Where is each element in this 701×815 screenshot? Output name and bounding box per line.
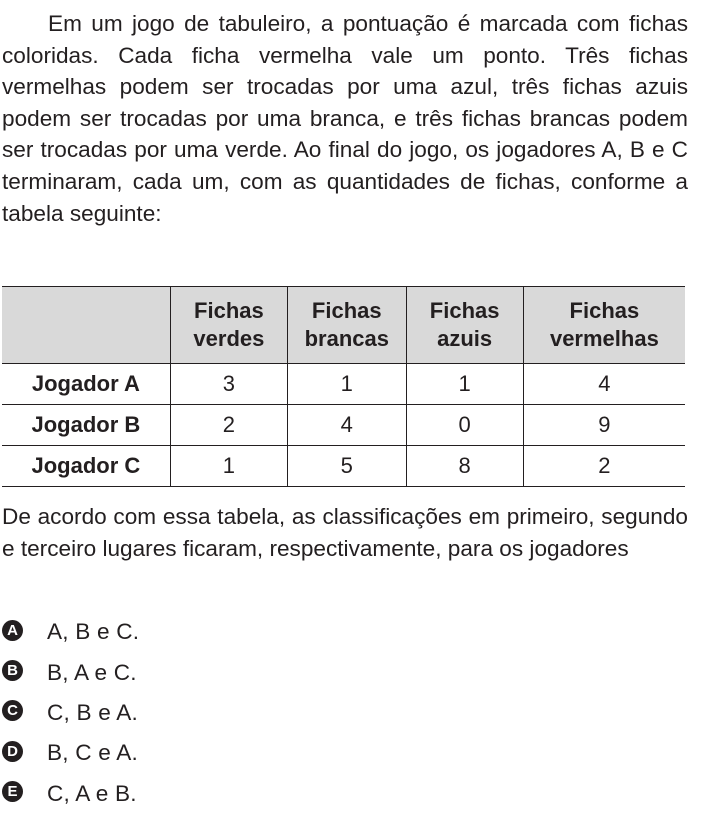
- scores-table: [2, 286, 685, 487]
- option-b[interactable]: [2, 652, 139, 692]
- table-row: [2, 446, 685, 487]
- cell-verdes: 3: [170, 364, 287, 405]
- table-row: [2, 364, 685, 405]
- option-text: B, C e A.: [47, 740, 138, 766]
- option-d[interactable]: [2, 733, 139, 773]
- table-header-row: [2, 287, 685, 364]
- option-letter-badge-icon: C: [2, 700, 23, 721]
- option-letter-badge-icon: D: [2, 741, 23, 762]
- cell-azuis: 8: [406, 446, 523, 487]
- option-c[interactable]: [2, 693, 139, 733]
- header-fichas-azuis: Fichas azuis: [406, 287, 523, 364]
- player-name: Jogador A: [2, 364, 170, 405]
- player-name: Jogador C: [2, 446, 170, 487]
- option-letter-badge-icon: A: [2, 620, 23, 641]
- cell-brancas: 4: [288, 405, 406, 446]
- header-fichas-vermelhas: Fichas vermelhas: [523, 287, 685, 364]
- option-text: C, A e B.: [47, 780, 137, 806]
- cell-brancas: 5: [288, 446, 406, 487]
- answer-options: [2, 612, 139, 814]
- cell-azuis: 0: [406, 405, 523, 446]
- header-fichas-brancas: Fichas brancas: [288, 287, 406, 364]
- option-text: C, B e A.: [47, 699, 138, 725]
- player-name: Jogador B: [2, 405, 170, 446]
- cell-vermelhas: 4: [523, 364, 685, 405]
- header-corner: [2, 287, 170, 364]
- option-letter-badge-icon: E: [2, 781, 23, 802]
- question-text: De acordo com essa tabela, as classificações em primeiro, segundo e terceiro lugares ficaram, respectivamente, para os jogadores: [2, 504, 688, 561]
- cell-vermelhas: 2: [523, 446, 685, 487]
- cell-vermelhas: 9: [523, 405, 685, 446]
- intro-paragraph: [2, 8, 688, 229]
- cell-verdes: 1: [170, 446, 287, 487]
- option-a[interactable]: [2, 612, 139, 652]
- option-letter-badge-icon: B: [2, 660, 23, 681]
- option-text: A, B e C.: [47, 619, 140, 645]
- intro-text: Em um jogo de tabuleiro, a pontuação é marcada com fichas coloridas. Cada ficha vermelha vale um ponto. Três fichas vermelhas podem ser trocadas por uma azul, três fichas azuis podem ser trocadas por uma branca, e três fichas brancas podem ser trocadas por uma verde. Ao final do jogo, os jogadores A, B e C terminaram, cada um, com as quantidades de fichas, conforme a tabela seguinte:: [2, 11, 688, 226]
- table-row: [2, 405, 685, 446]
- header-fichas-verdes: Fichas verdes: [170, 287, 287, 364]
- option-text: B, A e C.: [47, 659, 137, 685]
- cell-verdes: 2: [170, 405, 287, 446]
- option-e[interactable]: [2, 774, 139, 814]
- cell-azuis: 1: [406, 364, 523, 405]
- cell-brancas: 1: [288, 364, 406, 405]
